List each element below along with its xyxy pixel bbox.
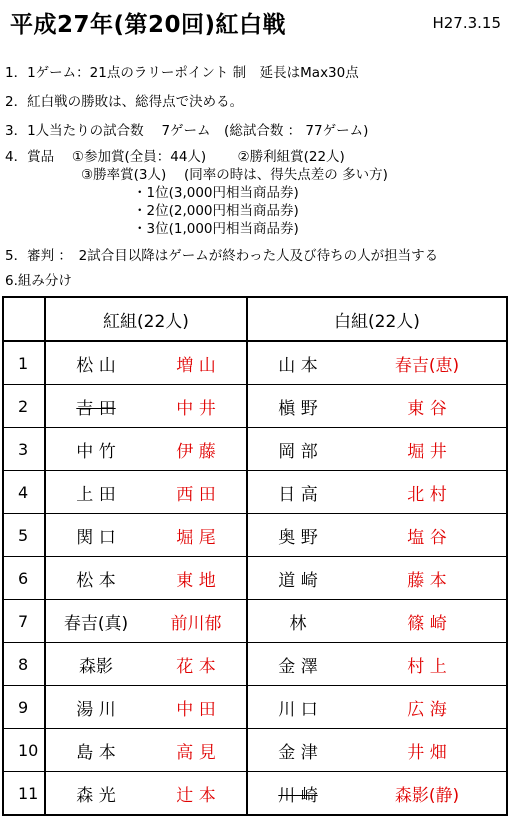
red-member-red	[146, 385, 247, 428]
red-member-black	[45, 428, 146, 471]
white-member-red-text: 広 海	[407, 699, 447, 720]
white-member-black-text: 金 津	[278, 742, 318, 763]
white-member-black	[247, 729, 348, 772]
header-number-cell	[3, 297, 45, 341]
white-member-black	[247, 643, 348, 686]
red-member-red	[146, 772, 247, 816]
red-member-red-text: 堀 尾	[176, 527, 216, 548]
white-member-black	[247, 557, 348, 600]
red-member-black	[45, 471, 146, 514]
row-number-text: 5	[18, 525, 29, 545]
white-member-black-text: 山 本	[278, 355, 318, 376]
row-number-text: 7	[18, 611, 29, 631]
red-member-red-text: 西 田	[176, 484, 216, 505]
row-number-text: 2	[18, 396, 29, 416]
red-member-red	[146, 600, 247, 643]
row-number	[3, 557, 45, 600]
red-member-black-text: 中 竹	[76, 441, 116, 462]
row-number	[3, 686, 45, 729]
team-header-row	[3, 297, 507, 341]
red-member-black	[45, 385, 146, 428]
prize-rate: ③勝率賞(3人) (同率の時は、得失点差の 多い方)	[81, 167, 388, 183]
red-member-red-text: 高 見	[176, 742, 216, 763]
red-member-black	[45, 557, 146, 600]
red-member-black-text: 松 山	[76, 355, 116, 376]
white-member-black	[247, 772, 348, 816]
prize-third: ・3位(1,000円相当商品券)	[133, 221, 299, 237]
red-member-red	[146, 514, 247, 557]
rule-1: 1．1ゲーム：21点のラリーポイント 制 延長はMax30点	[5, 65, 359, 81]
white-member-red-text: 東 谷	[407, 398, 447, 419]
table-row	[3, 385, 507, 428]
table-row	[3, 686, 507, 729]
red-member-red	[146, 686, 247, 729]
table-row	[3, 643, 507, 686]
row-number-text: 3	[18, 439, 29, 459]
white-member-red-text: 森影(静)	[394, 785, 460, 806]
red-member-red	[146, 643, 247, 686]
table-row	[3, 729, 507, 772]
white-member-black-text: 金 澤	[278, 656, 318, 677]
white-member-black	[247, 514, 348, 557]
red-member-red-text: 花 本	[176, 656, 216, 677]
red-member-red-text: 増 山	[176, 355, 216, 376]
white-member-red-text: 村 上	[407, 656, 447, 677]
row-number	[3, 600, 45, 643]
red-member-black-text: 上 田	[76, 484, 116, 505]
red-member-black-text: 吉 田	[76, 398, 116, 419]
rule-5-referee: 5．審判 ： 2試合目以降はゲームが終わった人及び待ちの人が担当する	[5, 248, 439, 264]
red-member-black	[45, 643, 146, 686]
red-member-red-text: 中 井	[176, 398, 216, 419]
white-member-black	[247, 385, 348, 428]
white-member-black	[247, 428, 348, 471]
white-member-red	[348, 729, 507, 772]
row-number-text: 10	[18, 740, 39, 760]
white-member-red-text: 藤 本	[407, 570, 447, 591]
white-member-red	[348, 514, 507, 557]
row-number	[3, 428, 45, 471]
row-number	[3, 643, 45, 686]
rule-3: 3．1人当たりの試合数 7ゲーム (総試合数 ： 77ゲーム)	[5, 123, 369, 139]
white-member-red	[348, 341, 507, 385]
red-member-black-text: 松 本	[76, 570, 116, 591]
row-number-text: 4	[18, 482, 29, 502]
white-member-red	[348, 557, 507, 600]
white-member-black-text: 奥 野	[278, 527, 318, 548]
red-member-black	[45, 686, 146, 729]
white-member-black	[247, 471, 348, 514]
red-member-red-text: 辻 本	[176, 785, 216, 806]
white-member-red	[348, 600, 507, 643]
red-member-black	[45, 341, 146, 385]
white-member-red-text: 篠 崎	[407, 613, 447, 634]
row-number-text: 11	[18, 783, 39, 803]
white-member-black-text: 岡 部	[278, 441, 318, 462]
red-member-black-text: 春吉(真)	[63, 613, 129, 634]
white-member-black	[247, 600, 348, 643]
white-member-red-text: 北 村	[407, 484, 447, 505]
row-number	[3, 471, 45, 514]
row-number-text: 6	[18, 568, 29, 588]
white-member-black-text: 日 高	[278, 484, 318, 505]
row-number	[3, 385, 45, 428]
white-member-black-text: 川 口	[278, 699, 318, 720]
red-member-black	[45, 514, 146, 557]
red-member-red	[146, 428, 247, 471]
row-number	[3, 772, 45, 816]
white-member-black-text: 林	[289, 613, 307, 634]
red-team-header: 紅組(22人)	[45, 297, 247, 341]
row-number	[3, 514, 45, 557]
row-number-text: 8	[18, 654, 29, 674]
table-row	[3, 557, 507, 600]
white-member-red-text: 春吉(恵)	[394, 355, 460, 376]
white-member-red-text: 井 畑	[407, 742, 447, 763]
red-member-red-text: 中 田	[176, 699, 216, 720]
red-member-black	[45, 772, 146, 816]
page-title: 平成27年(第20回)紅白戦	[10, 12, 287, 38]
white-team-header: 白組(22人)	[247, 297, 507, 341]
red-member-red-text: 東 地	[176, 570, 216, 591]
white-member-red	[348, 385, 507, 428]
table-row	[3, 600, 507, 643]
row-number	[3, 729, 45, 772]
white-member-black-text: 槇 野	[278, 398, 318, 419]
red-member-red	[146, 341, 247, 385]
white-member-black	[247, 686, 348, 729]
table-row	[3, 428, 507, 471]
row-number-text: 1	[18, 353, 29, 373]
white-member-black-text: 道 崎	[278, 570, 318, 591]
red-member-black-text: 森 光	[76, 785, 116, 806]
table-row	[3, 514, 507, 557]
red-member-red	[146, 729, 247, 772]
red-member-black-text: 関 口	[76, 527, 116, 548]
table-row	[3, 471, 507, 514]
red-member-red	[146, 471, 247, 514]
table-row	[3, 341, 507, 385]
white-member-red	[348, 772, 507, 816]
row-number	[3, 341, 45, 385]
table-row	[3, 772, 507, 816]
red-member-black	[45, 600, 146, 643]
red-member-red-text: 伊 藤	[176, 441, 216, 462]
event-date: H27.3.15	[432, 14, 501, 32]
red-member-black-text: 森影	[79, 656, 113, 677]
white-member-red	[348, 428, 507, 471]
red-member-black	[45, 729, 146, 772]
rule-4-prizes: 4．賞品 ①参加賞(全員：44人) ②勝利組賞(22人)	[5, 149, 345, 165]
team-table	[2, 296, 508, 816]
white-member-black	[247, 341, 348, 385]
red-member-red-text: 前川郁	[170, 613, 222, 634]
white-member-red-text: 塩 谷	[407, 527, 447, 548]
white-member-red	[348, 643, 507, 686]
red-member-red	[146, 557, 247, 600]
red-member-black-text: 湯 川	[76, 699, 116, 720]
prize-second: ・2位(2,000円相当商品券)	[133, 203, 299, 219]
white-member-red	[348, 686, 507, 729]
white-member-red	[348, 471, 507, 514]
white-member-black-text: 川 崎	[278, 785, 318, 806]
row-number-text: 9	[18, 697, 29, 717]
white-member-red-text: 堀 井	[407, 441, 447, 462]
red-member-black-text: 島 本	[76, 742, 116, 763]
prize-first: ・1位(3,000円相当商品券)	[133, 185, 299, 201]
rule-6-grouping: 6.組み分け	[5, 273, 72, 289]
rule-2: 2．紅白戦の勝敗は、総得点で決める。	[5, 94, 244, 110]
